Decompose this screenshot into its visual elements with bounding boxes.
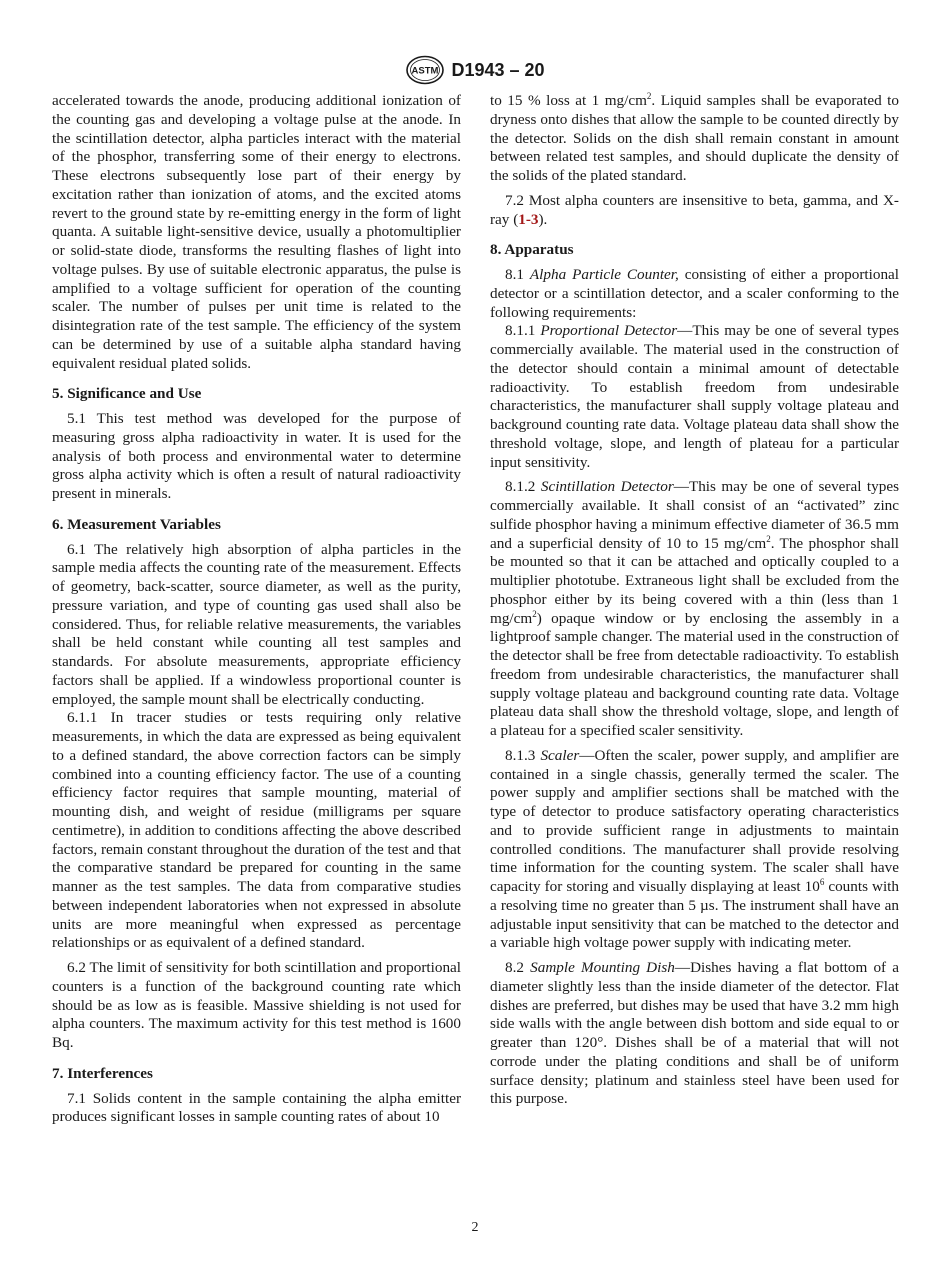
p8-1-2-superscript-1: 2	[766, 533, 771, 544]
section-6-heading: 6. Measurement Variables	[52, 515, 221, 533]
paragraph-7-1: 7.1 Solids content in the sample containing the alpha emitter produces significant losses in sample counting rates of about 10	[52, 1089, 461, 1126]
paragraph-7-2	[490, 192, 899, 230]
p8-2-title: Sample Mounting Dish	[530, 959, 675, 976]
paragraph-8-1	[490, 266, 899, 322]
section-7-heading: 7. Interferences	[52, 1064, 153, 1082]
p8-2-number: 8.2	[505, 959, 531, 976]
p8-1-3-superscript: 6	[819, 876, 825, 887]
p8-1-text: consisting of either a proportional detector or a scintillation detector, and a scaler conforming to the following requirements:	[490, 266, 900, 321]
paragraph-7-1-continued	[490, 92, 899, 186]
p8-1-1-text: —This may be one of several types commercially available. The material used in the construction of the detector should contain a minimal amount of detectable radioactivity. To establish freedom from undesirable characteristics, the manufacturer shall supply voltage plateau and background counting rate data. Voltage plateau data shall show the threshold voltage, slope, and length of plateau for a particular input sensitivity.	[490, 322, 900, 471]
p8-1-2-text-a: —This may be one of several types commercially available. It shall consist of an “activated” zinc sulfide phosphor having a minimum effective diameter of 36.5 mm and a superficial density of 10 to 15 mg/cm	[490, 478, 899, 552]
p8-1-2-text-b: . The phosphor shall be mounted so that it can be attached and optically coupled to a multiplier phototube. Extraneous light shall be excluded from the phosphor either by its being covered with a thin (less than 1 mg/cm	[490, 534, 900, 627]
p7-2-text-b: ).	[538, 210, 548, 228]
p8-1-2-text-c: ) opaque window or by enclosing the assembly in a lightproof sample changer. The material used in the construction of the detector shall be free from detectable radioactivity. To establish freedom from undesirable characteristics, the manufacturer shall supply voltage plateau and background counting rate data. Voltage plateau data shall show the threshold voltage, slope, and length of a plateau for a specified scaler sensitivity.	[490, 609, 899, 739]
paragraph-5-1: 5.1 This test method was developed for the purpose of measuring gross alpha radioactivity in water. It is used for the analysis of both process and environmental water to determine gross alpha activity which is often a result of natural radioactivity present in minerals.	[52, 410, 461, 502]
paragraph-8-1-3	[490, 747, 899, 953]
paragraph-8-1-1	[490, 322, 899, 472]
page-number: 2	[471, 1220, 479, 1235]
p8-1-3-number: 8.1.3	[505, 746, 541, 764]
right-column	[490, 92, 899, 1109]
paragraph-8-1-2	[490, 478, 899, 741]
p7-1-text-b: . Liquid samples shall be evaporated to dryness onto dishes that allow the sample to be counted directly by the detector. Solids on the dish shall remain constant in amount between related test samples, and should duplicate the density of the solids of the plated standard.	[490, 92, 899, 184]
paragraph-8-2	[490, 959, 899, 1109]
section-5-heading: 5. Significance and Use	[52, 385, 202, 403]
p8-1-3-text-a: —Often the scaler, power supply, and amplifier are contained in a single chassis, generally termed the scaler. The power supply and amplifier sections shall be matched with the type of detector to produce satisfactory operating characteristics and to provide sufficient range in adjustments to maintain controlled conditions. The manufacturer shall provide resolving time information for the counting system. The scaler shall have capacity for storing and visually displaying at least 10	[490, 746, 899, 895]
p8-1-title: Alpha Particle Counter,	[529, 266, 679, 283]
p8-1-3-title: Scaler	[540, 746, 580, 764]
page-header	[0, 54, 950, 86]
p7-1-superscript: 2	[646, 90, 652, 101]
p7-1-text-a: to 15 % loss at 1 mg/cm	[490, 92, 647, 109]
p8-1-2-number: 8.1.2	[505, 478, 541, 496]
p7-2-text-a: 7.2 Most alpha counters are insensitive to beta, gamma, and X-ray (	[490, 191, 899, 228]
p8-1-3-text-b: counts with a resolving time no greater than 5 µs. The instrument shall have an adjustable input sensitivity that can be matched to the detector and a variable high voltage power supply with indicating meter.	[490, 878, 899, 952]
document-designation: D1943 – 20	[451, 59, 545, 80]
p8-2-text: —Dishes having a flat bottom of a diameter slightly less than the inside diameter of the detector. Flat dishes are preferred, but dishes may be used that have 3.2 mm high side walls with the angle between dish bottom and side equal to or greater than 120°. Dishes shall be of a material that will not corrode under the plating conditions and shall be of uniform surface density; platinum and stainless steel have been used for this purpose.	[490, 959, 899, 1108]
intro-paragraph: accelerated towards the anode, producing additional ionization of the counting gas and developing a voltage pulse at the anode. In the scintillation detector, alpha particles interact with the material of the phosphor, transferring some of their energy to electrons. These electrons subsequently lose part of their energy by excitation rather than ionization of atoms, and the excited atoms revert to the ground state by re-emitting energy in the form of light quanta. A suitable light-sensitive device, usually a photomultiplier or solid-state diode, transforms the resulting flashes of light into voltage pulses. By use of suitable electronic apparatus, the pulse is amplified to a voltage sufficient for operation of the counting scaler. The number of pulses per unit time is related to the disintegration rate of the test sample. The efficiency of the system can be determined by use of a suitable alpha standard having equivalent residual plated solids.	[52, 92, 461, 372]
paragraph-6-1: 6.1 The relatively high absorption of alpha particles in the sample media affects the counting rate of the measurement. Effects of geometry, back-scatter, source diameter, as well as the purity, pressure variation, and type of counting gas used shall also be considered. Thus, for reliable relative measurements, the variables shall be held constant while counting all test samples and standards. For absolute measurements, appropriate efficiency factors shall be applied. If a windowless proportional counter is employed, the sample mount shall be electrically conducting.	[52, 540, 461, 708]
section-8-heading: 8. Apparatus	[490, 241, 574, 259]
reference-link[interactable]: 1-3	[518, 210, 539, 228]
p8-1-number: 8.1	[505, 266, 530, 283]
astm-logo-icon	[405, 55, 445, 85]
p8-1-2-superscript-2: 2	[532, 608, 537, 619]
left-column	[52, 92, 461, 1127]
paragraph-6-2: 6.2 The limit of sensitivity for both scintillation and proportional counters is a function of the background counting rate which should be as low as is feasible. Massive shielding is not used for alpha counters. The maximum activity for this test method is 1600 Bq.	[52, 959, 461, 1051]
p8-1-1-title: Proportional Detector	[540, 322, 678, 340]
p8-1-1-number: 8.1.1	[505, 322, 541, 340]
paragraph-6-1-1: 6.1.1 In tracer studies or tests requiring only relative measurements, in which the data are expressed as being equivalent to a defined standard, the above correction factors can be simply combined into a counting efficiency factor. The use of a counting efficiency factor requires that sample mounting, material of mounting dish, and weight of residue (milligrams per square centimetre), in addition to conditions affecting the above described factors, remain constant throughout the duration of the test and that the comparative standard be prepared for counting in the same manner as the test samples. The data from comparative studies between independent laboratories when not expressed in absolute units are more meaningful when expressed as percentage relationships or as equivalent of a defined standard.	[52, 709, 461, 952]
p8-1-2-title: Scintillation Detector	[540, 478, 674, 496]
astm-logo-text: ASTM	[411, 65, 439, 77]
